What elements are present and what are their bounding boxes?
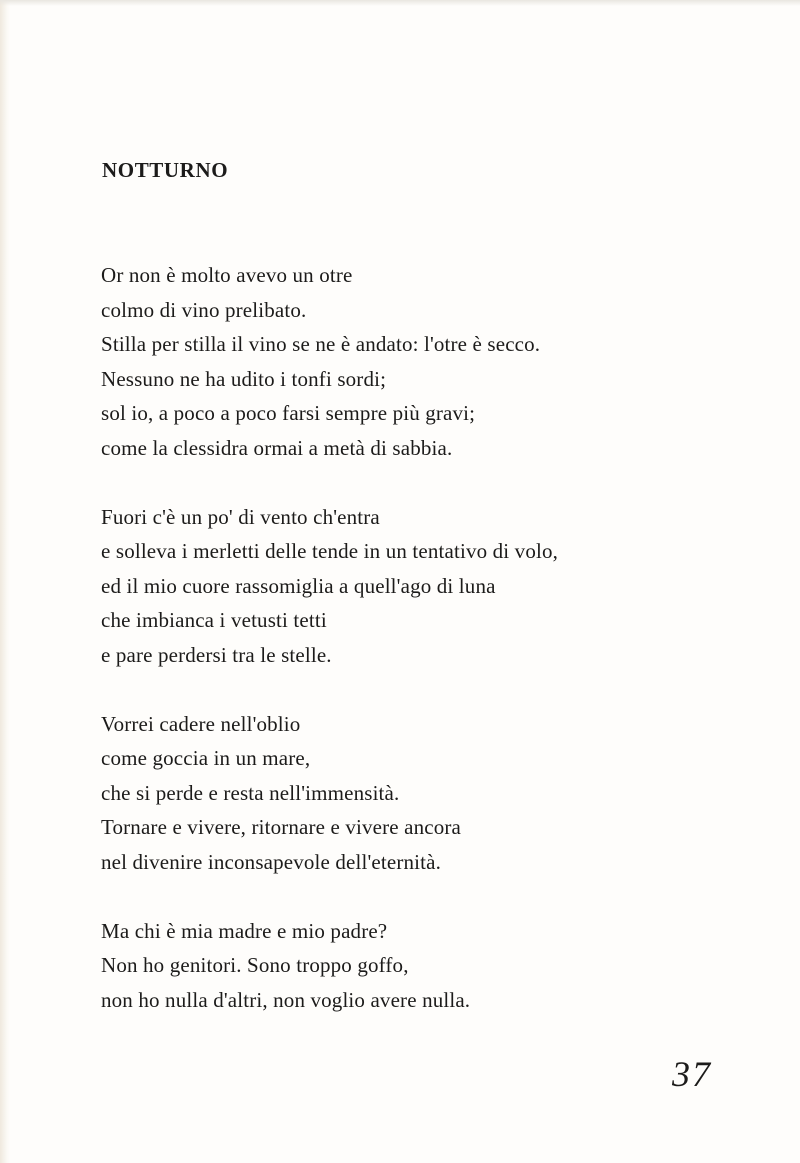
verse-line: che si perde e resta nell'immensità.: [101, 780, 400, 805]
verse-line: ed il mio cuore rassomiglia a quell'ago di luna: [101, 573, 496, 598]
verse-line: e pare perdersi tra le stelle.: [101, 642, 332, 667]
verse-line: come goccia in un mare,: [101, 746, 311, 771]
verse-line: sol io, a poco a poco farsi sempre più gravi;: [101, 401, 476, 426]
verse-line: Or non è molto avevo un otre: [101, 263, 353, 287]
verse-line: che imbianca i vetusti tetti: [101, 608, 327, 633]
verse-line: Stilla per stilla il vino se ne è andato: l'otre è secco.: [101, 332, 541, 357]
stanza-2: [101, 500, 721, 673]
stanza-1: [101, 258, 721, 466]
verse-line: come la clessidra ormai a metà di sabbia.: [101, 435, 453, 460]
stanza-4: [101, 914, 721, 1018]
page-number: 37: [672, 1054, 712, 1094]
verse-line: Non ho genitori. Sono troppo goffo,: [101, 953, 409, 978]
page-binding-shadow: [0, 0, 10, 1163]
page-top-edge: [0, 0, 800, 6]
verse-line: e solleva i merletti delle tende in un tentativo di volo,: [101, 539, 559, 564]
poem-body: [101, 258, 721, 1051]
verse-line: Ma chi è mia madre e mio padre?: [101, 918, 388, 943]
verse-line: colmo di vino prelibato.: [101, 297, 307, 322]
verse-line: Vorrei cadere nell'oblio: [101, 711, 301, 736]
verse-line: Tornare e vivere, ritornare e vivere ancora: [101, 815, 462, 840]
verse-line: non ho nulla d'altri, non voglio avere nulla.: [101, 987, 471, 1012]
poem-title: NOTTURNO: [102, 158, 229, 182]
verse-line: Nessuno ne ha udito i tonfi sordi;: [101, 366, 387, 391]
verse-line: nel divenire inconsapevole dell'eternità.: [101, 849, 441, 874]
verse-line: Fuori c'è un po' di vento ch'entra: [101, 504, 380, 529]
stanza-3: [101, 707, 721, 880]
